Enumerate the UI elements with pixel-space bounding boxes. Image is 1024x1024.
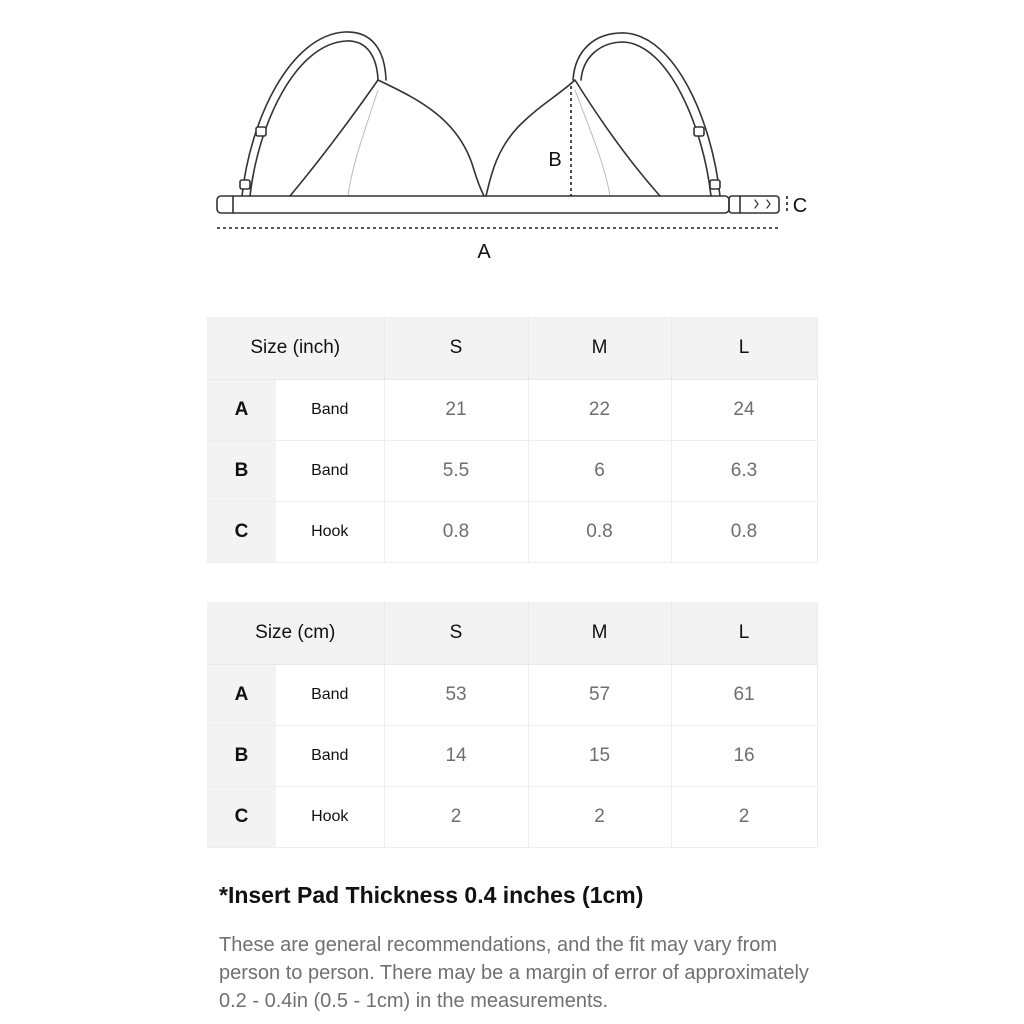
value-cell: 21	[384, 379, 528, 440]
value-cell: 6.3	[671, 440, 817, 501]
value-cell: 14	[384, 725, 528, 786]
value-cell: 2	[384, 786, 528, 847]
row-key: B	[207, 725, 276, 786]
row-key: B	[207, 440, 276, 501]
size-header-s: S	[384, 602, 528, 664]
left-strap	[242, 32, 386, 196]
table-row	[207, 501, 817, 562]
row-key: A	[207, 379, 276, 440]
value-cell: 16	[671, 725, 817, 786]
size-header-l: L	[671, 317, 817, 379]
fit-disclaimer: These are general recommendations, and the fit may vary from person to person. There may be a margin of error of approximately 0.2 - 0.4in (0.5 - 1cm) in the measurements.	[219, 934, 809, 1012]
label-a: A	[477, 241, 491, 263]
table-row	[207, 664, 817, 725]
right-strap	[573, 33, 720, 196]
size-header-m: M	[528, 602, 671, 664]
value-cell: 2	[671, 786, 817, 847]
size-header-m: M	[528, 317, 671, 379]
value-cell: 5.5	[384, 440, 528, 501]
table-row	[207, 440, 817, 501]
size-header-l: L	[671, 602, 817, 664]
value-cell: 6	[528, 440, 671, 501]
value-cell: 61	[671, 664, 817, 725]
label-c: C	[792, 195, 808, 217]
band	[217, 196, 729, 213]
unit-header: Size (inch)	[207, 317, 384, 379]
size-table-cm	[207, 602, 818, 848]
value-cell: 0.8	[671, 501, 817, 562]
row-key: C	[207, 786, 276, 847]
value-cell: 22	[528, 379, 671, 440]
value-cell: 0.8	[384, 501, 528, 562]
value-cell: 2	[528, 786, 671, 847]
pad-thickness-note: *Insert Pad Thickness 0.4 inches (1cm)	[219, 882, 644, 908]
row-part: Band	[276, 664, 384, 725]
value-cell: 57	[528, 664, 671, 725]
row-part: Band	[276, 379, 384, 440]
table-row	[207, 379, 817, 440]
row-part: Hook	[276, 786, 384, 847]
table-row	[207, 725, 817, 786]
label-b: B	[548, 149, 562, 171]
row-key: A	[207, 664, 276, 725]
row-part: Band	[276, 725, 384, 786]
right-cup	[486, 80, 660, 196]
value-cell: 0.8	[528, 501, 671, 562]
table-header-row	[207, 602, 817, 664]
garment-diagram	[0, 0, 1024, 280]
hook-closure	[729, 196, 779, 213]
size-header-s: S	[384, 317, 528, 379]
row-key: C	[207, 501, 276, 562]
row-part: Band	[276, 440, 384, 501]
table-row	[207, 786, 817, 847]
value-cell: 15	[528, 725, 671, 786]
value-cell: 24	[671, 379, 817, 440]
table-header-row	[207, 317, 817, 379]
value-cell: 53	[384, 664, 528, 725]
row-part: Hook	[276, 501, 384, 562]
left-strap-inner	[250, 41, 378, 196]
unit-header: Size (cm)	[207, 602, 384, 664]
left-cup	[290, 80, 484, 196]
size-table-inch	[207, 317, 818, 563]
